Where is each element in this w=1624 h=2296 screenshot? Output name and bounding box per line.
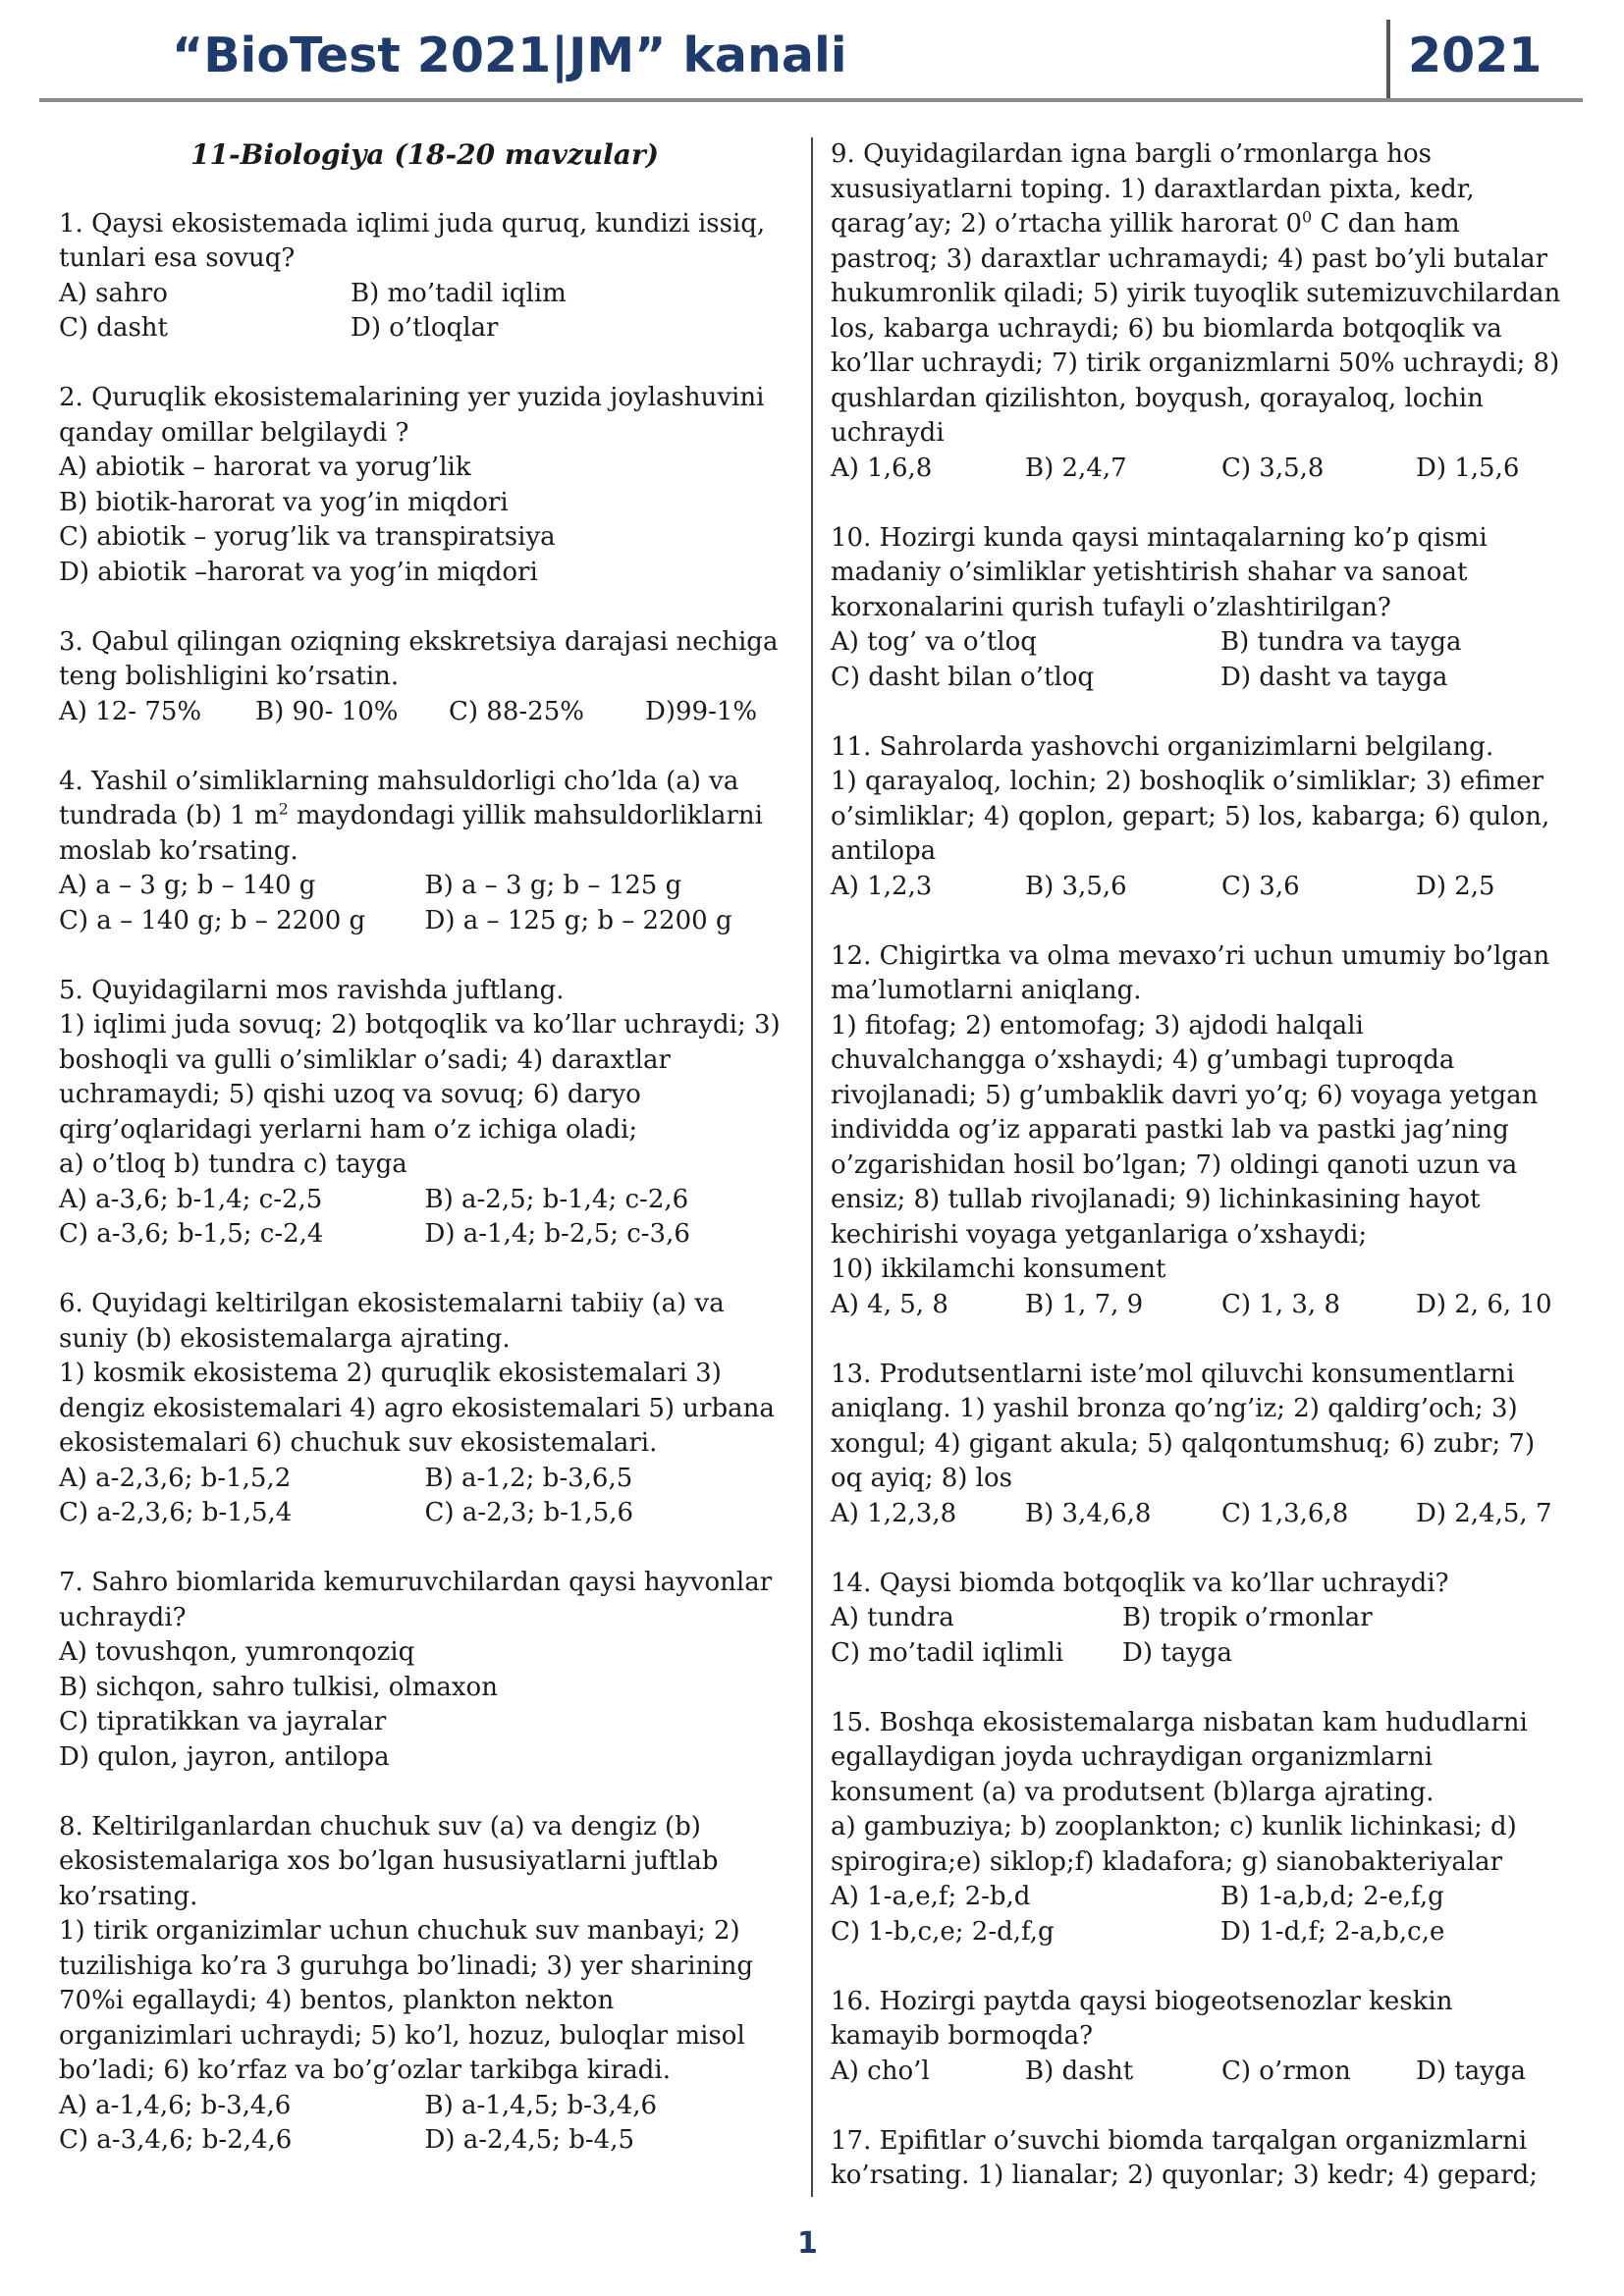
- option-a[interactable]: A) a-3,6; b-1,4; c-2,5: [59, 1184, 323, 1214]
- question-3: [59, 625, 790, 730]
- question-text: 2. Quruqlik ekosistemalarining yer yuzida joylashuvini qanday omillar belgilaydi ?: [59, 383, 765, 448]
- option-b[interactable]: B) 1-a,b,d; 2-e,f,g: [1220, 1882, 1444, 1911]
- option-d[interactable]: D) a-1,4; b-2,5; c-3,6: [424, 1219, 690, 1249]
- option-a[interactable]: A) 4, 5, 8: [831, 1289, 948, 1319]
- question-14: [831, 1567, 1565, 1672]
- option-a[interactable]: A) 1,6,8: [831, 453, 933, 483]
- option-b[interactable]: B) a – 3 g; b – 125 g: [424, 871, 682, 900]
- options: [59, 1183, 790, 1253]
- option-c[interactable]: C) a-3,6; b-1,5; c-2,4: [59, 1219, 324, 1249]
- question-text: 17. Epifitlar o’suvchi biomda tarqalgan organizmlarni ko’rsating. 1) lianalar; 2) quyonlar; 3) kedr; 4) gepard;: [831, 2125, 1539, 2190]
- option-c[interactable]: C) o’rmon: [1221, 2056, 1351, 2086]
- option-a[interactable]: A) tog’ va o’tloq: [831, 627, 1037, 657]
- option-d[interactable]: D) tayga: [1122, 1637, 1233, 1668]
- option-c[interactable]: C) a – 140 g; b – 2200 g: [59, 905, 366, 935]
- option-d[interactable]: D) a-2,4,5; b-4,5: [424, 2125, 634, 2155]
- option-d[interactable]: D) 2,5: [1416, 871, 1495, 901]
- question-text: 5. Quyidagilarni mos ravishda juftlang.: [59, 975, 565, 1005]
- option-b[interactable]: B) 2,4,7: [1025, 453, 1127, 483]
- option-a[interactable]: A) tovushqon, yumronqoziq: [59, 1637, 415, 1667]
- question-15: [831, 1706, 1565, 1950]
- question-text: 3. Qabul qilingan oziqning ekskretsiya darajasi nechiga teng bolishligini ko’rsatin.: [59, 626, 779, 691]
- question-items: 1) kosmik ekosistema 2) quruqlik ekosistemalari 3) dengiz ekosistemalari 4) agro ekosistemalari 5) urbana ekosistemalari 6) chuchuk suv ekosistemalari.: [59, 1359, 775, 1458]
- options: [831, 2055, 1565, 2090]
- option-c[interactable]: C) 1, 3, 8: [1221, 1289, 1340, 1319]
- question-text-part: 4. Yashil o’simliklarning mahsuldorligi cho’lda (a) va tundrada (b) 1 m: [59, 766, 739, 830]
- options: [59, 1635, 790, 1775]
- options: [831, 1880, 1565, 1949]
- section-title: 11-Biologiya (18-20 mavzular): [190, 138, 659, 171]
- options: [59, 2089, 790, 2159]
- option-d[interactable]: D) qulon, jayron, antilopa: [59, 1741, 390, 1772]
- options: [59, 277, 790, 347]
- question-items: a) o’tloq b) tundra c) tayga: [59, 1149, 407, 1179]
- option-b[interactable]: B) mo’tadil iqlim: [351, 278, 567, 308]
- question-text: 10. Hozirgi kunda qaysi mintaqalarning ko’p qismi madaniy o’simliklar yetishtirish shahar va sanoat korxonalarini qurish tufayli o’zlashtirilgan?: [831, 522, 1488, 622]
- options: [59, 451, 790, 590]
- option-d[interactable]: D) 2,4,5, 7: [1416, 1498, 1552, 1528]
- question-16: [831, 1985, 1565, 2090]
- option-a[interactable]: A) abiotik – harorat va yorug’lik: [59, 453, 471, 482]
- option-d[interactable]: D) tayga: [1416, 2056, 1527, 2086]
- question-8: [59, 1810, 790, 2159]
- question-text: 15. Boshqa ekosistemalarga nisbatan kam hududlarni egallaydigan joyda uchraydigan organizmlarni konsument (a) va produtsent (b)larga ajrating.: [831, 1707, 1528, 1807]
- question-5: [59, 974, 790, 1253]
- option-b[interactable]: B) sichqon, sahro tulkisi, olmaxon: [59, 1672, 498, 1702]
- header-title: “BioTest 2021|JM” kanali: [172, 27, 847, 83]
- question-text: 16. Hozirgi paytda qaysi biogeotsenozlar keskin kamayib bormoqda?: [831, 1986, 1453, 2051]
- question-text: 8. Keltirilganlardan chuchuk suv (a) va dengiz (b) ekosistemalariga xos bo’lgan hususiyatlarni juftlab ko’rsating.: [59, 1811, 719, 1911]
- superscript: 2: [278, 799, 289, 819]
- option-c[interactable]: C) abiotik – yorug’lik va transpiratsiya: [59, 522, 556, 552]
- option-a[interactable]: A) a-1,4,6; b-3,4,6: [59, 2090, 292, 2120]
- option-c[interactable]: C) 3,5,8: [1221, 453, 1325, 483]
- question-items: 1) tirik organizimlar uchun chuchuk suv manbayi; 2) tuzilishiga ko’ra 3 guruhga bo’linadi; 3) yer sharining 70%i egallaydi; 4) bentos, plankton nekton organizimlari uchraydi; 5) ko’l, hozuz, buloqlar misol bo’ladi; 6) ko’rfaz va bo’g’ozlar tarkibga kiradi.: [59, 1916, 753, 2085]
- option-a[interactable]: A) sahro: [59, 278, 168, 308]
- options: [59, 1462, 790, 1531]
- question-2: [59, 381, 790, 590]
- question-text: 13. Produtsentlarni iste’mol qiluvchi konsumentlarni aniqlang. 1) yashil bronza qo’ng’iz; 2) qaldirg’och; 3) xongul; 4) gigant akula; 5) qalqontumshuq; 6) zubr; 7) oq ayiq; 8) los: [831, 1359, 1536, 1493]
- question-text: 11. Sahrolarda yashovchi organizimlarni belgilang.: [831, 731, 1494, 762]
- question-text: 6. Quyidagi keltirilgan ekosistemalarni tabiiy (a) va suniy (b) ekosistemalarga ajrating.: [59, 1289, 725, 1354]
- question-items: 1) iqlimi juda sovuq; 2) botqoqlik va ko’llar uchraydi; 3) boshoqli va gulli o’simliklar o’sadi; 4) daraxtlar uchramaydi; 5) qishi uzoq va sovuq; 6) daryo qirg’oqlaridagi yerlarni ham o’z ichiga oladi;: [59, 1010, 781, 1145]
- option-b[interactable]: B) tundra va tayga: [1220, 627, 1462, 657]
- question-items: 1) qarayaloq, lochin; 2) boshoqlik o’simliklar; 3) efimer o’simliklar; 4) qoplon, gepart; 5) los, kabarga; 6) qulon, antilopa: [831, 767, 1550, 866]
- question-13: [831, 1358, 1565, 1532]
- question-4: [59, 765, 790, 939]
- option-d[interactable]: D) dasht va tayga: [1220, 662, 1448, 692]
- options: [59, 869, 790, 938]
- option-a[interactable]: A) 1,2,3: [831, 871, 933, 901]
- option-d[interactable]: D) 1,5,6: [1416, 453, 1520, 483]
- option-d[interactable]: D) 2, 6, 10: [1416, 1289, 1552, 1319]
- options: [59, 695, 790, 730]
- option-c[interactable]: C) tipratikkan va jayralar: [59, 1707, 387, 1736]
- question-items: 1) fitofag; 2) entomofag; 3) ajdodi halqali chuvalchangga o’xshaydi; 4) g’umbagi tuproqda rivojlanadi; 5) g’umbaklik davri yo’q; 6) voyaga yetgan individda og’iz apparati pastki lab va pastki jag’ning o’zgarishidan hosil bo’lgan; 7) oldingi qanoti uzun va ensiz; 8) tullab rivojlanadi; 9) lichinkasining hayot kechirishi voyaga yetganlariga o’xshaydi;: [831, 1010, 1539, 1250]
- question-text-part: maydondagi yillik mahsuldorliklarni moslab ko’rsating.: [59, 801, 763, 866]
- option-b[interactable]: B) a-2,5; b-1,4; c-2,6: [424, 1184, 689, 1214]
- option-b[interactable]: B) 90- 10%: [255, 696, 399, 726]
- header-year: 2021: [1408, 27, 1543, 83]
- question-items: 10) ikkilamchi konsument: [831, 1255, 1166, 1284]
- option-c[interactable]: C) mo’tadil iqlimli: [831, 1637, 1064, 1668]
- header-rule: [39, 98, 1583, 102]
- options: [831, 1288, 1565, 1323]
- question-text: 14. Qaysi biomda botqoqlik va ko’llar uchraydi?: [831, 1568, 1449, 1598]
- options: [831, 625, 1565, 695]
- option-b[interactable]: B) 3,5,6: [1025, 871, 1127, 901]
- question-9: [831, 137, 1565, 486]
- options: [831, 1601, 1565, 1671]
- question-text: 12. Chigirtka va olma mevaxo’ri uchun umumiy bo’lgan ma’lumotlarni aniqlang.: [831, 940, 1550, 1005]
- option-a[interactable]: A) tundra: [831, 1603, 954, 1632]
- question-7: [59, 1566, 790, 1775]
- option-c[interactable]: C) a-2,3,6; b-1,5,4: [59, 1498, 293, 1527]
- options: [831, 870, 1565, 905]
- option-c[interactable]: C) dasht: [59, 313, 168, 343]
- option-b[interactable]: B) 3,4,6,8: [1025, 1498, 1152, 1528]
- superscript: 0: [1302, 207, 1313, 227]
- header-separator: [1386, 20, 1390, 100]
- question-10: [831, 521, 1565, 696]
- option-a[interactable]: A) a – 3 g; b – 140 g: [59, 871, 316, 900]
- option-d[interactable]: C) a-2,3; b-1,5,6: [424, 1498, 634, 1527]
- option-b[interactable]: B) 1, 7, 9: [1025, 1289, 1144, 1319]
- option-b[interactable]: B) tropik o’rmonlar: [1122, 1603, 1373, 1632]
- option-b[interactable]: B) a-1,2; b-3,6,5: [424, 1463, 633, 1493]
- option-d[interactable]: D) a – 125 g; b – 2200 g: [424, 905, 732, 935]
- option-a[interactable]: A) a-2,3,6; b-1,5,2: [59, 1463, 292, 1493]
- page-number: 1: [797, 2226, 818, 2261]
- option-c[interactable]: C) 3,6: [1221, 871, 1300, 901]
- right-column: [831, 137, 1565, 2228]
- option-d[interactable]: D)99-1%: [645, 696, 758, 726]
- option-d[interactable]: D) 1-d,f; 2-a,b,c,e: [1220, 1916, 1445, 1947]
- question-12: [831, 939, 1565, 1323]
- option-b[interactable]: B) biotik-harorat va yog’in miqdori: [59, 487, 509, 517]
- option-c[interactable]: C) dasht bilan o’tloq: [831, 662, 1095, 692]
- option-d[interactable]: D) abiotik –harorat va yog’in miqdori: [59, 557, 538, 587]
- option-c[interactable]: C) a-3,4,6; b-2,4,6: [59, 2125, 293, 2155]
- question-text: 7. Sahro biomlarida kemuruvchilardan qaysi hayvonlar uchraydi?: [59, 1568, 773, 1632]
- question-items: a) gambuziya; b) zooplankton; c) kunlik lichinkasi; d) spirogira;e) siklop;f) kladafora; g) sianobakteriyalar: [831, 1812, 1517, 1877]
- option-a[interactable]: A) cho’l: [831, 2056, 930, 2086]
- question-6: [59, 1287, 790, 1531]
- question-11: [831, 730, 1565, 905]
- options: [831, 452, 1565, 487]
- question-text: 1. Qaysi ekosistemada iqlimi juda quruq, kundizi issiq, tunlari esa sovuq?: [59, 208, 766, 273]
- option-c[interactable]: C) 1,3,6,8: [1221, 1498, 1349, 1528]
- question-17: [831, 2124, 1565, 2194]
- option-c[interactable]: C) 88-25%: [449, 696, 584, 726]
- option-b[interactable]: B) dasht: [1025, 2056, 1134, 2086]
- option-a[interactable]: A) 12- 75%: [59, 696, 202, 726]
- question-text-part: 9. Quyidagilardan igna bargli o’rmonlarga hos xususiyatlarni toping. 1) daraxtlardan pixta, kedr, qarag’ay; 2) o’rtacha yillik harorat 0: [831, 139, 1475, 239]
- option-a[interactable]: A) 1,2,3,8: [831, 1498, 957, 1528]
- column-divider: [811, 137, 813, 2197]
- question-text: [59, 765, 790, 870]
- left-column: [59, 137, 790, 2193]
- options: [831, 1497, 1565, 1532]
- option-d[interactable]: D) o’tloqlar: [351, 313, 499, 343]
- question-1: [59, 207, 790, 347]
- question-text-part: C dan ham pastroq; 3) daraxtlar uchramaydi; 4) past bo’yli butalar hukumronlik qiladi; 5) yirik tuyoqlik sutemizuvchilardan los, kabarga uchraydi; 6) bu biomlarda botqoqlik va ko’llar uchraydi; 7) tirik organizmlarni 50% uchraydi; 8) qushlardan qizilishton, boyqush, qorayaloq, lochin uchraydi: [831, 209, 1561, 448]
- option-c[interactable]: C) 1-b,c,e; 2-d,f,g: [831, 1916, 1055, 1947]
- option-b[interactable]: B) a-1,4,5; b-3,4,6: [424, 2090, 658, 2120]
- option-a[interactable]: A) 1-a,e,f; 2-b,d: [831, 1882, 1031, 1911]
- question-text: [831, 137, 1565, 452]
